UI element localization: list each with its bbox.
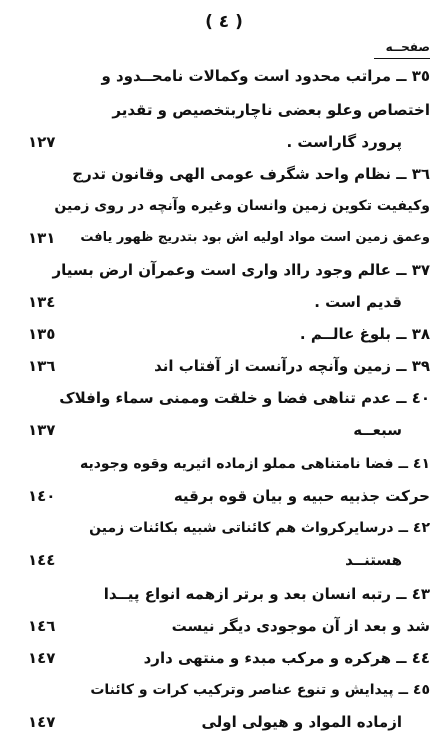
entry-text: ٤١ ــ فضا نامتناهی مملو ازماده اثیریه وقوه وجودیه <box>79 456 430 472</box>
entry-text: ٣٨ ــ بلوغ عالــم . <box>299 325 430 343</box>
toc-entry <box>28 484 430 508</box>
toc-entry <box>28 548 430 572</box>
entry-text: ٤٠ ــ عدم تناهی فضا و خلقت وممنی سماء وافلاک <box>59 389 430 407</box>
toc-entry <box>28 418 430 442</box>
toc-entry <box>28 354 430 378</box>
entry-page: ١٣٧ <box>28 421 56 439</box>
entry-text: هستنــد <box>345 551 402 569</box>
toc-entry <box>28 64 430 88</box>
toc-entry <box>28 290 430 314</box>
toc-entry <box>28 322 430 346</box>
entry-text: وکیفیت تکوین زمین وانسان وغیره وآنچه در روی زمین <box>54 198 430 214</box>
toc-entry <box>28 386 430 410</box>
entry-page: ١٤٤ <box>28 551 56 569</box>
entry-text: ٤٤ ــ هرکره و مرکب مبدء و منتهی دارد <box>143 649 430 667</box>
toc-entry <box>28 678 430 702</box>
entry-page: ١٣٦ <box>28 357 56 375</box>
page-column-header: صفحــه <box>374 40 430 59</box>
toc-entry <box>28 516 430 540</box>
toc-entry <box>28 582 430 606</box>
entry-text: ٣٥ ــ مراتب محدود است وکمالات نامحــدود و <box>101 67 430 85</box>
entry-text: قدیم است . <box>314 293 402 311</box>
entry-text: ٤٣ ــ رتبه انسان بعد و برتر ازهمه انواع پیــدا <box>103 585 430 603</box>
entry-text: ٤٢ ــ درسایرکرواث هم کائناتی شبیه بکائنات زمین <box>89 520 430 536</box>
entry-page: ١٤٠ <box>28 487 56 505</box>
entry-text: وعمق زمین است مواد اولیه اش بود بتدریج ظهور یافت <box>80 230 430 245</box>
entry-page: ١٣٥ <box>28 325 56 343</box>
toc-entry <box>28 162 430 186</box>
entry-text: اختصاص وعلو بعضی ناچاربتخصیص و تقدیر <box>112 101 430 119</box>
entry-text: ٣٩ ــ زمین وآنچه درآنست از آفتاب اند <box>154 357 430 375</box>
toc-entry <box>28 614 430 638</box>
toc-entry <box>28 226 430 250</box>
entry-text: ٣٦ ــ نظام واحد شگرف عومی الهی وقانون تدرج <box>72 165 430 183</box>
toc-entry <box>28 194 430 218</box>
toc-entry <box>28 258 430 282</box>
page-number: ( ٤ ) <box>205 12 243 32</box>
entry-text: پرورد گاراست . <box>286 133 402 151</box>
toc-entry <box>28 98 430 122</box>
entry-page: ١٢٧ <box>28 133 56 151</box>
entry-text: ٣٧ ــ عالم وجود رااد واری است وعمرآن ارض بسیار <box>52 261 430 279</box>
entry-page: ١٤٦ <box>28 617 56 635</box>
entry-page: ١٣٤ <box>28 293 56 311</box>
toc-entry <box>28 452 430 476</box>
entry-page: ١٤٧ <box>28 713 56 731</box>
toc-entry <box>28 646 430 670</box>
entry-text: ازماده المواد و هیولی اولی <box>201 713 402 731</box>
toc-entry <box>28 710 430 734</box>
toc-entry <box>28 130 430 154</box>
entry-text: شد و بعد از آن موجودی دیگر نیست <box>171 617 430 635</box>
entry-text: ٤٥ ــ پیدایش و تنوع عناصر وترکیب کرات و کائنات <box>90 682 430 698</box>
entry-page: ١٣١ <box>28 229 56 247</box>
entry-text: سبعــه <box>353 421 402 439</box>
entry-text: حرکت جذبیه حبیه و بیان قوه برقیه <box>173 487 430 505</box>
entry-page: ١٤٧ <box>28 649 56 667</box>
